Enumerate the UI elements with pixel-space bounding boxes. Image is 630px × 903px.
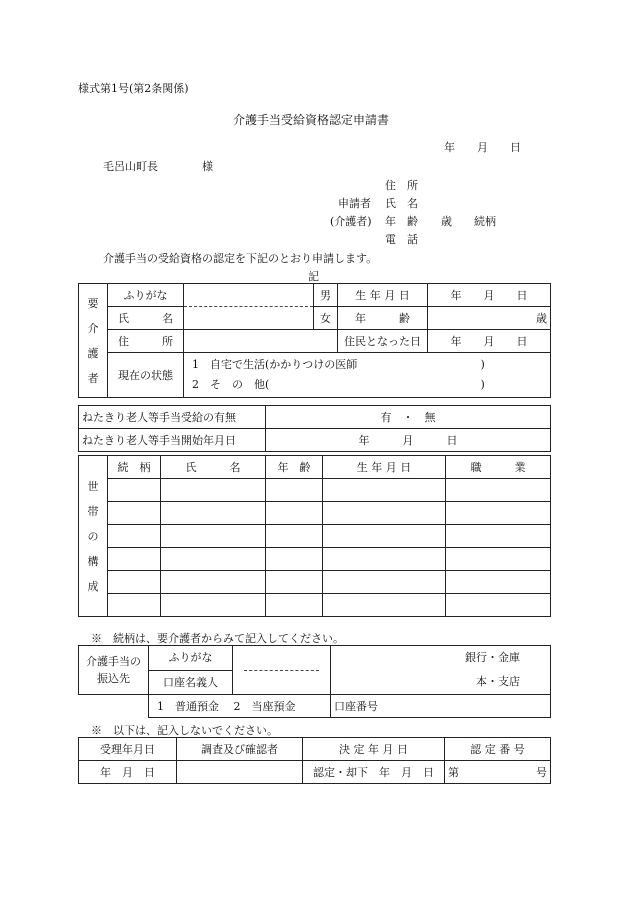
household-header-relation: 続 柄 <box>108 456 161 479</box>
applicant-label: 申請者 <box>338 197 371 210</box>
office-use-table <box>78 737 551 784</box>
cell[interactable] <box>446 479 551 502</box>
cell[interactable] <box>108 502 161 525</box>
bedridden-receipt-label: ねたきり老人等手当受給の有無 <box>79 406 266 429</box>
birthdate-label: 生 年 月 日 <box>338 284 428 307</box>
resident-date-label: 住民となった日 <box>338 330 428 353</box>
paren-close-2: ) <box>480 378 485 391</box>
applicant-name-label: 氏 名 <box>385 197 418 210</box>
cell[interactable] <box>161 594 266 617</box>
name-label: 氏 名 <box>108 307 184 330</box>
birthdate-field[interactable]: 年 月 日 <box>428 284 551 307</box>
ki-label: 記 <box>308 270 319 283</box>
number-prefix: 第 <box>448 765 459 779</box>
address-label: 住 所 <box>108 330 184 353</box>
cell[interactable] <box>446 502 551 525</box>
status-option-home: 1 自宅で生活(かかりつけの医師 <box>192 358 358 371</box>
note-office-use: ※ 以下は、記入しないでください。 <box>91 724 278 737</box>
household-header-occupation: 職 業 <box>446 456 551 479</box>
household-header-birthdate: 生 年 月 日 <box>323 456 446 479</box>
number-suffix: 号 <box>536 765 547 779</box>
table-row <box>79 479 551 502</box>
bank-holder-field[interactable] <box>233 646 331 695</box>
cell[interactable] <box>266 479 323 502</box>
household-header-name: 氏 名 <box>161 456 266 479</box>
bank-side-label: 介護手当の振込先 <box>79 646 149 695</box>
cell[interactable] <box>446 594 551 617</box>
bedridden-receipt-field[interactable]: 有 ・ 無 <box>266 406 551 429</box>
male-option[interactable]: 男 <box>314 284 338 307</box>
account-number-label: 口座番号 <box>334 699 378 713</box>
certification-number-field[interactable] <box>445 761 551 784</box>
cell[interactable] <box>108 479 161 502</box>
status-option-other: 2 そ の 他( <box>192 378 270 391</box>
receipt-date-header: 受理年月日 <box>79 738 177 761</box>
care-recipient-side-label: 要介護者 <box>79 284 108 398</box>
decision-field[interactable]: 認定・却下 年 月 日 <box>303 761 445 784</box>
table-row <box>79 525 551 548</box>
cell[interactable] <box>266 571 323 594</box>
status-field[interactable] <box>184 353 551 398</box>
form-number: 様式第1号(第2条関係) <box>78 82 189 95</box>
household-table <box>78 455 551 617</box>
cell[interactable] <box>323 502 446 525</box>
resident-date-field[interactable]: 年 月 日 <box>428 330 551 353</box>
intro-text: 介護手当の受給資格の認定を下記のとおり申請します。 <box>103 252 378 265</box>
caregiver-label: (介護者) <box>330 215 372 228</box>
cell[interactable] <box>161 502 266 525</box>
furigana-label: ふりがな <box>108 284 184 307</box>
bank-type-label: 銀行・金庫 <box>465 651 520 664</box>
cell[interactable] <box>323 548 446 571</box>
cell[interactable] <box>161 548 266 571</box>
receipt-date-field[interactable]: 年 月 日 <box>79 761 177 784</box>
bank-name-field[interactable] <box>331 646 551 695</box>
application-date: 年 月 日 <box>444 141 521 154</box>
cell[interactable] <box>446 571 551 594</box>
female-option[interactable]: 女 <box>314 307 338 330</box>
applicant-address-label: 住 所 <box>385 179 418 192</box>
investigator-header: 調査及び確認者 <box>177 738 303 761</box>
branch-type-label: 本・支店 <box>476 675 520 688</box>
deposit-current: 2 当座預金 <box>233 699 296 713</box>
age-field[interactable]: 歳 <box>428 307 551 330</box>
bedridden-start-field[interactable]: 年 月 日 <box>266 429 551 452</box>
status-label: 現在の状態 <box>108 353 184 398</box>
deposit-type-field[interactable] <box>149 695 331 718</box>
decision-date-header: 決 定 年 月 日 <box>303 738 445 761</box>
account-number-field[interactable] <box>331 695 551 718</box>
page-title: 介護手当受給資格認定申請書 <box>233 113 390 127</box>
furigana-field[interactable] <box>184 284 314 307</box>
applicant-age-unit: 歳 <box>441 215 452 228</box>
cell[interactable] <box>161 525 266 548</box>
household-side-label: 世帯の構成 <box>79 456 108 617</box>
certification-number-header: 認 定 番 号 <box>445 738 551 761</box>
cell[interactable] <box>323 571 446 594</box>
care-recipient-table <box>78 283 551 398</box>
applicant-age-label: 年 齢 <box>385 215 418 228</box>
cell[interactable] <box>108 594 161 617</box>
investigator-field[interactable] <box>177 761 303 784</box>
table-row <box>79 571 551 594</box>
bedridden-table <box>78 405 551 452</box>
cell[interactable] <box>266 525 323 548</box>
applicant-relation-label: 続柄 <box>474 215 496 228</box>
table-row <box>79 594 551 617</box>
cell[interactable] <box>446 548 551 571</box>
cell[interactable] <box>108 548 161 571</box>
paren-close-1: ) <box>480 358 485 371</box>
note-relation: ※ 続柄は、要介護者からみて記入してください。 <box>91 632 344 645</box>
cell[interactable] <box>161 571 266 594</box>
cell[interactable] <box>323 594 446 617</box>
cell[interactable] <box>108 525 161 548</box>
name-field[interactable] <box>184 307 314 330</box>
cell[interactable] <box>323 479 446 502</box>
table-row <box>79 502 551 525</box>
cell[interactable] <box>446 525 551 548</box>
cell[interactable] <box>266 594 323 617</box>
age-label: 年 齢 <box>338 307 428 330</box>
cell[interactable] <box>266 548 323 571</box>
bank-furigana-label: ふりがな <box>149 646 233 671</box>
deposit-ordinary: 1 普通預金 <box>157 699 219 713</box>
address-field[interactable] <box>184 330 338 353</box>
bank-table <box>78 645 551 718</box>
cell[interactable] <box>108 571 161 594</box>
cell[interactable] <box>266 502 323 525</box>
cell[interactable] <box>161 479 266 502</box>
table-row <box>79 548 551 571</box>
applicant-phone-label: 電 話 <box>385 233 418 246</box>
bank-holder-label: 口座名義人 <box>149 670 233 695</box>
household-header-age: 年 齢 <box>266 456 323 479</box>
cell[interactable] <box>323 525 446 548</box>
bedridden-start-label: ねたきり老人等手当開始年月日 <box>79 429 266 452</box>
addressee: 毛呂山町長 様 <box>103 160 213 173</box>
